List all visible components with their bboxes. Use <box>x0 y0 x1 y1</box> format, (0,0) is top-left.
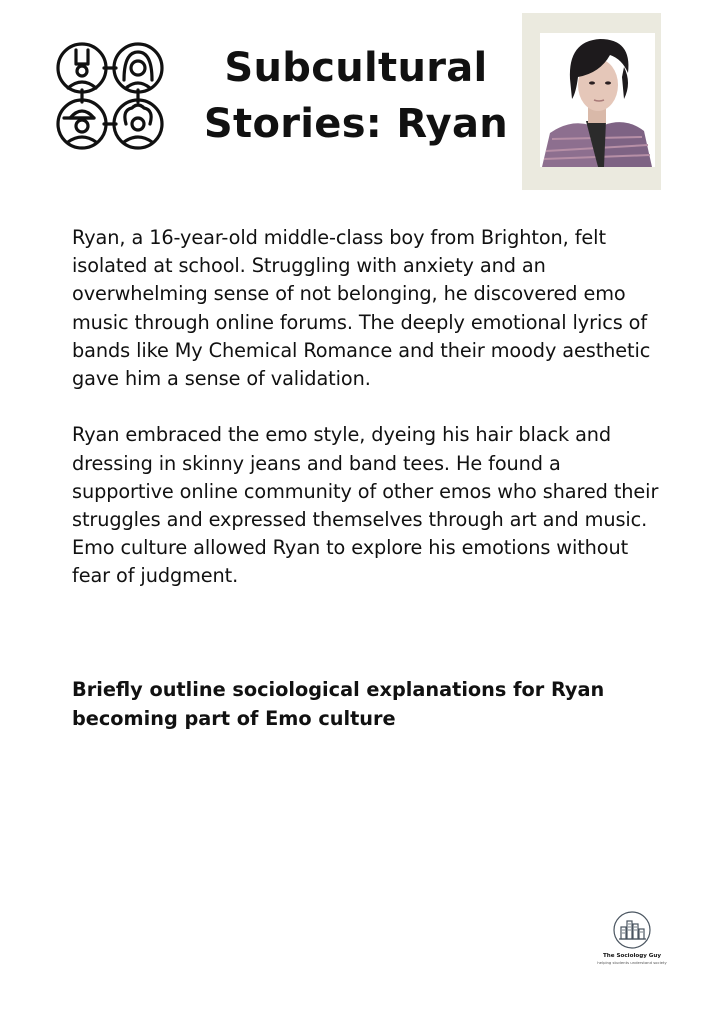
title-line-1: Subcultural <box>224 45 488 91</box>
brand-tagline: helping students understand society <box>597 960 667 965</box>
brand-logo <box>592 910 672 965</box>
story-text <box>72 224 664 591</box>
portrait-photo <box>540 33 655 167</box>
story-paragraph-1: Ryan, a 16-year-old middle-class boy from Brighton, felt isolated at school. Struggling with anxiety and an overwhelming sense of not belonging, he discovered emo music through online forums. The deeply emotional lyrics of bands like My Chemical Romance and their moody aesthetic gave him a sense of validation. <box>72 226 651 391</box>
page-title <box>196 40 516 152</box>
city-buildings-icon <box>612 910 652 950</box>
photo-frame <box>522 13 661 190</box>
brand-name: The Sociology Guy <box>602 953 662 959</box>
question-prompt: Briefly outline sociological explanations for Ryan becoming part of Emo culture <box>72 678 605 730</box>
subculture-people-icon <box>54 40 166 152</box>
story-paragraph-2: Ryan embraced the emo style, dyeing his hair black and dressing in skinny jeans and band tees. He found a supportive online community of other emos who shared their struggles and expressed themselves through art and music. Emo culture allowed Ryan to explore his emotions without fear of judgment. <box>72 423 659 588</box>
title-line-2: Stories: Ryan <box>203 101 509 147</box>
